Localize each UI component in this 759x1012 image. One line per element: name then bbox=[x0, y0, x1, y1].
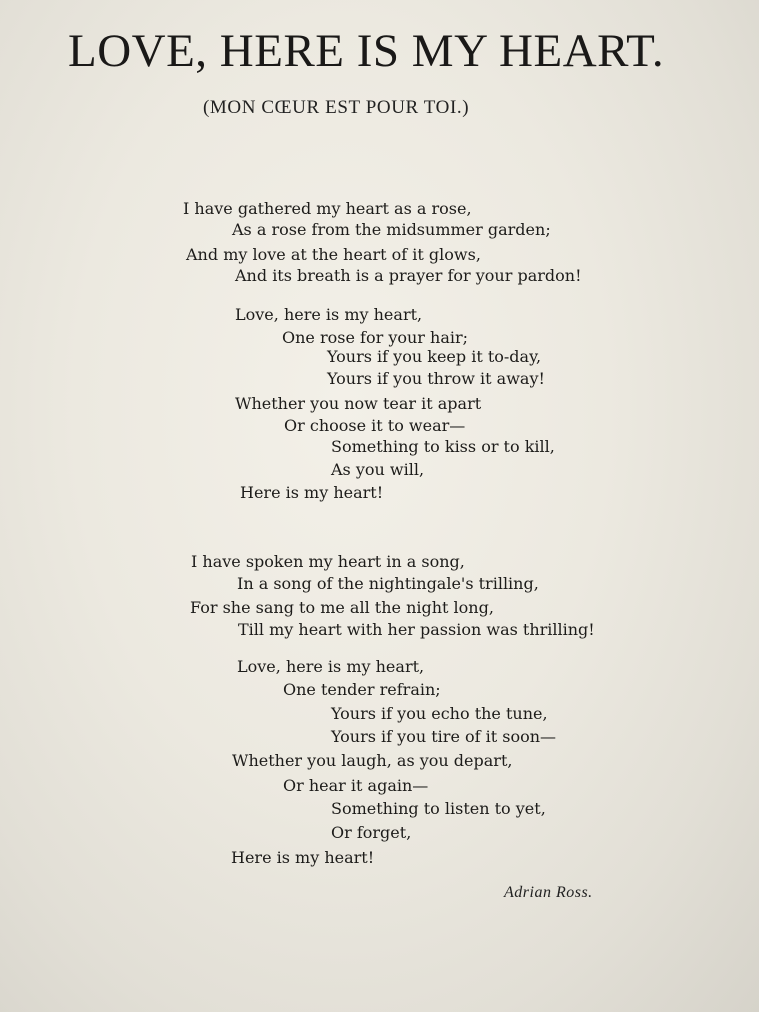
song-title: LOVE, HERE IS MY HEART. bbox=[68, 25, 665, 77]
refrain1-line-2: One rose for your hair; bbox=[282, 328, 469, 347]
refrain1-line-6: Or choose it to wear— bbox=[284, 416, 466, 435]
refrain1-line-7: Something to kiss or to kill, bbox=[331, 437, 555, 456]
verse1-line-3: And my love at the heart of it glows, bbox=[186, 245, 481, 264]
refrain1-line-9: Here is my heart! bbox=[240, 483, 384, 502]
refrain2-line-3: Yours if you echo the tune, bbox=[331, 704, 548, 723]
refrain2-line-7: Something to listen to yet, bbox=[331, 799, 546, 818]
refrain1-line-1: Love, here is my heart, bbox=[235, 305, 423, 324]
verse1-line-2: As a rose from the midsummer garden; bbox=[232, 220, 551, 239]
refrain2-line-4: Yours if you tire of it soon— bbox=[331, 727, 557, 746]
verse2-line-4: Till my heart with her passion was thrilling! bbox=[238, 620, 595, 639]
verse1-line-1: I have gathered my heart as a rose, bbox=[183, 199, 472, 218]
verse2-line-2: In a song of the nightingale's trilling, bbox=[237, 574, 539, 593]
refrain2-line-8: Or forget, bbox=[331, 823, 412, 842]
verse1-line-4: And its breath is a prayer for your pardon! bbox=[235, 266, 582, 285]
refrain2-line-9: Here is my heart! bbox=[231, 848, 375, 867]
refrain2-line-6: Or hear it again— bbox=[283, 776, 429, 795]
song-subtitle: (MON CŒUR EST POUR TOI.) bbox=[203, 97, 470, 118]
refrain1-line-3: Yours if you keep it to-day, bbox=[327, 347, 542, 366]
refrain2-line-1: Love, here is my heart, bbox=[237, 657, 425, 676]
refrain1-line-8: As you will, bbox=[331, 460, 425, 479]
verse2-line-3: For she sang to me all the night long, bbox=[190, 598, 494, 617]
refrain1-line-5: Whether you now tear it apart bbox=[235, 394, 482, 413]
author-signature: Adrian Ross. bbox=[504, 884, 593, 901]
refrain1-line-4: Yours if you throw it away! bbox=[327, 369, 545, 388]
verse2-line-1: I have spoken my heart in a song, bbox=[191, 552, 465, 571]
refrain2-line-5: Whether you laugh, as you depart, bbox=[232, 751, 513, 770]
refrain2-line-2: One tender refrain; bbox=[283, 680, 441, 699]
